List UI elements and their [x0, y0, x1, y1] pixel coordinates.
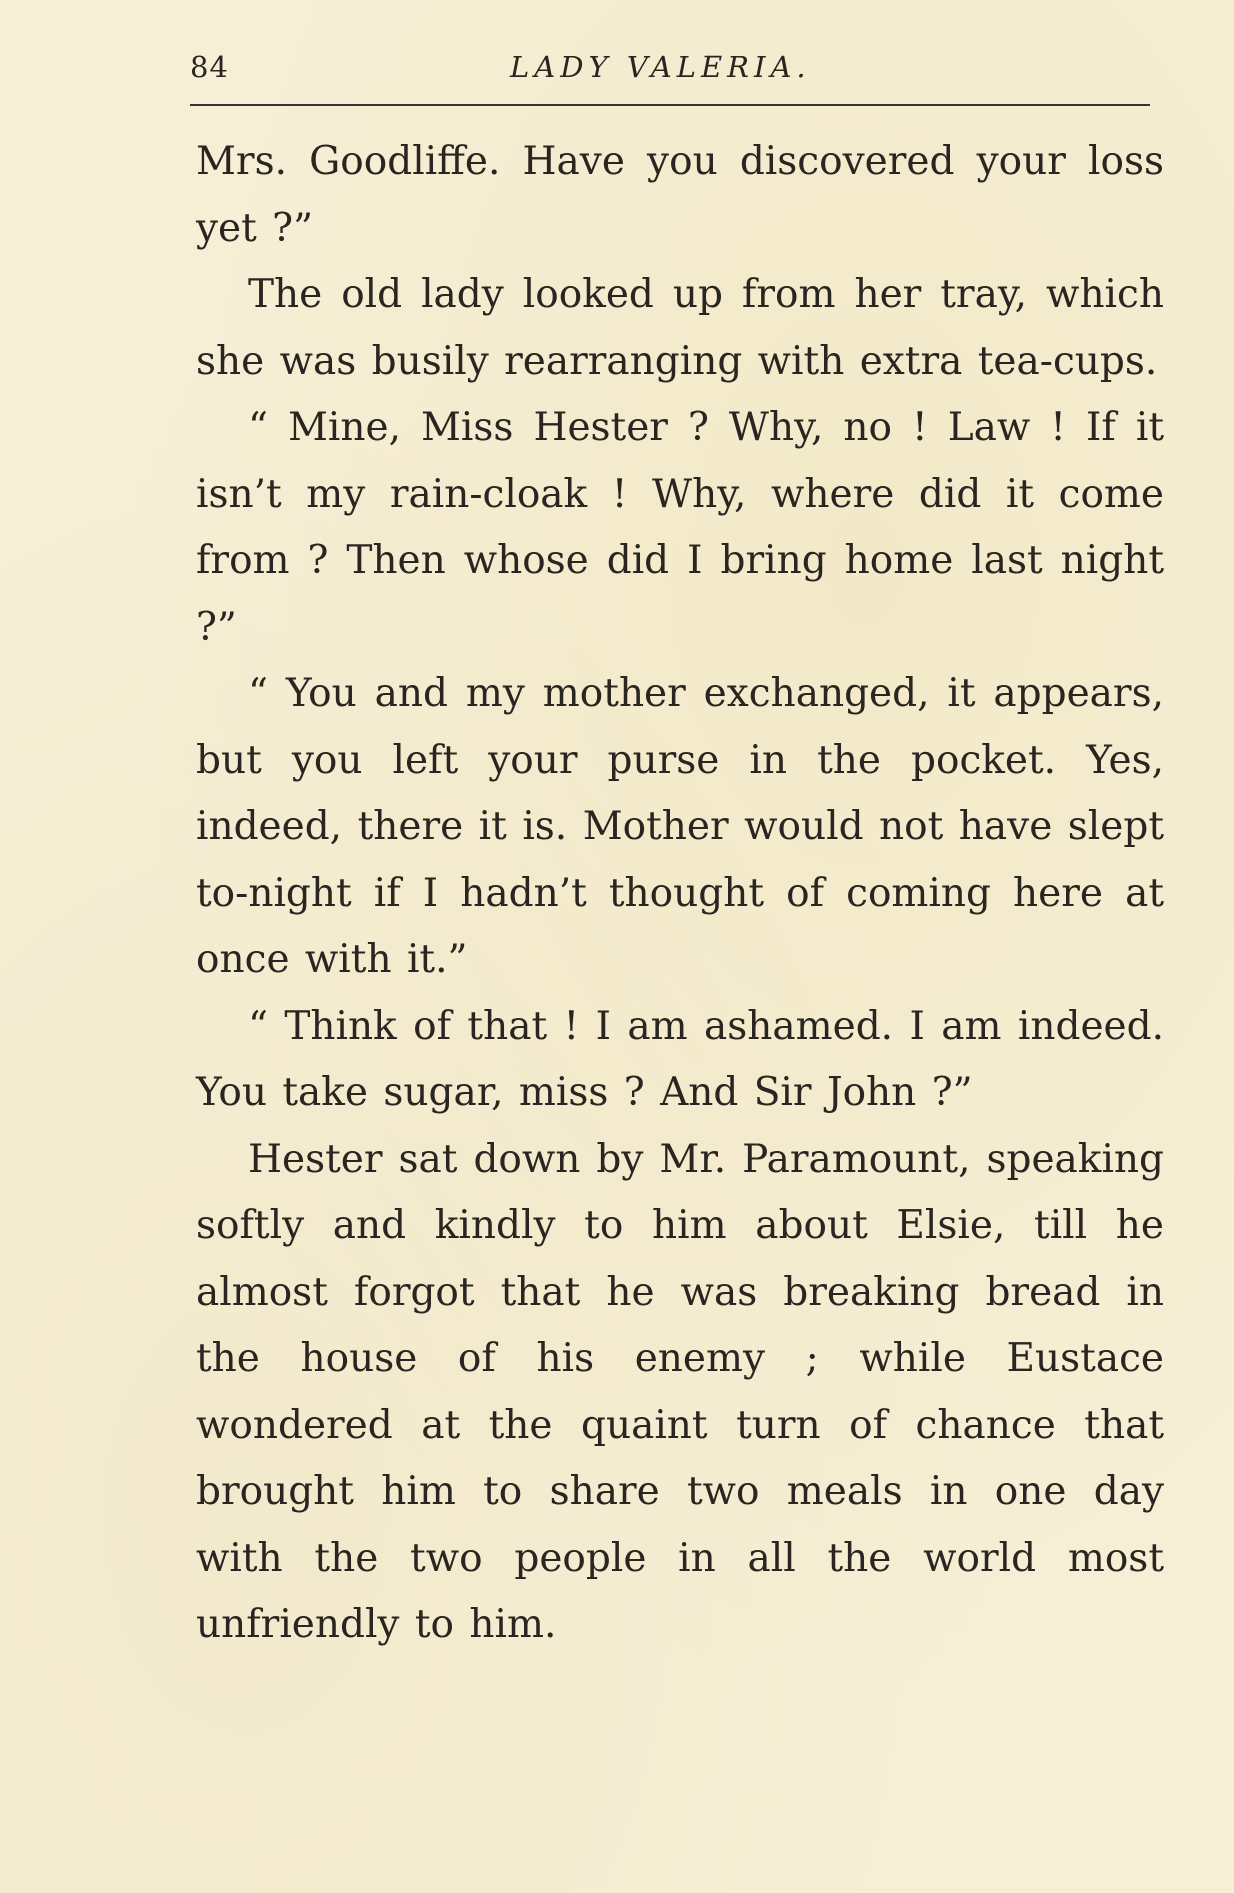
body-text [196, 129, 1164, 1659]
page-number: 84 [190, 50, 229, 84]
paragraph: “ You and my mother exchanged, it appears, but you left your purse in the pocket. Yes, indeed, there it is. Mother would not have slept to-night if I hadn’t thought of coming here at once with it.” [196, 671, 1164, 982]
header-rule [190, 104, 1150, 106]
running-title: LADY VALERIA. [510, 50, 811, 84]
paragraph: The old lady looked up from her tray, which she was busily rearranging with extra tea-cups. [196, 272, 1164, 384]
paragraph: “ Think of that ! I am ashamed. I am indeed. You take sugar, miss ? And Sir John ?” [196, 1003, 1164, 1115]
page-header [190, 50, 1150, 102]
paragraph: Mrs. Goodliffe. Have you discovered your loss yet ?” [196, 139, 1164, 251]
paragraph: “ Mine, Miss Hester ? Why, no ! Law ! If it isn’t my rain-cloak ! Why, where did it come from ? Then whose did I bring home last night ?” [196, 405, 1164, 650]
paragraph: Hester sat down by Mr. Paramount, speaking softly and kindly to him about Elsie, till he almost forgot that he was breaking bread in the house of his enemy ; while Eustace wondered at the quaint turn of chance that brought him to share two meals in one day with the two people in all the world most unfriendly to him. [196, 1136, 1164, 1647]
